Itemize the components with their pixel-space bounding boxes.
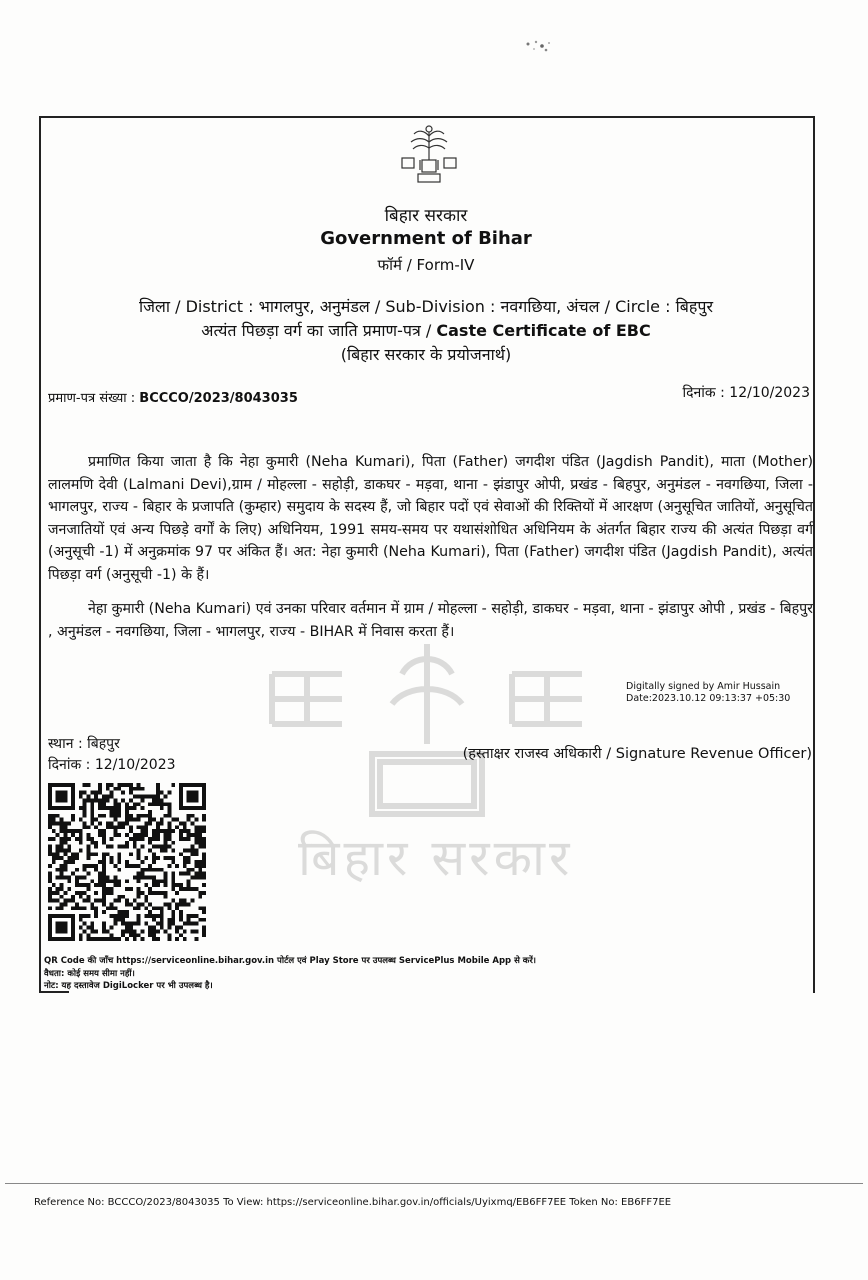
subdivision-label: अनुमंडल / Sub-Division : (319, 297, 496, 316)
certificate-body-paragraph-1: प्रमाणित किया जाता है कि नेहा कुमारी (Neha Kumari), पिता (Father) जगदीश पंडित (Jagdish Pandit), माता (Mother) लालमणि देवी (Lalmani Devi),ग्राम / मोहल्ला - सहोड़ी, डाकघर - मड़वा, थाना - झंडापुर ओपी, प्रखंड - बिहपुर, अनुमंडल - नवगछिया, जिला - भागलपुर, राज्य - बिहार के प्रजापति (कुम्हार) समुदाय के सदस्य हैं, जो बिहार पदों एवं सेवाओं की रिक्तियों में आरक्षण (अनुसूचित जातियों, अनुसूचित जनजातियों एवं अन्य पिछड़े वर्गों के लिए) अधिनियम, 1991 समय-समय पर यथासंशोधित अधिनियम के अंतर्गत बिहार राज्य की अत्यंत पिछड़ा वर्ग (अनुसूची -1) में अनुक्रमांक 97 पर अंकित हैं। अत: नेहा कुमारी (Neha Kumari), पिता (Father) जगदीश पंडित (Jagdish Pandit), अत्यंत पिछड़ा वर्ग (अनुसूची -1) के हैं। (48, 454, 813, 583)
notes-block (44, 955, 536, 993)
certificate-title (40, 319, 812, 341)
certificate-body-paragraph-2: नेहा कुमारी (Neha Kumari) एवं उनका परिवार वर्तमान में ग्राम / मोहल्ला - सहोड़ी, डाकघर - मड़वा, थाना - झंडापुर ओपी , प्रखंड - बिहपुर , अनुमंडल - नवगछिया, जिला - भागलपुर, राज्य - BIHAR में निवास करता हैं। (48, 601, 813, 640)
note-qr-verification: QR Code की जाँच https://serviceonline.bihar.gov.in पोर्टल एवं Play Store पर उपलब्ध ServicePlus Mobile App से करें। (44, 956, 537, 966)
certificate-number (48, 388, 298, 406)
district-label: जिला / District : (139, 297, 254, 316)
district-value: भागलपुर, (258, 297, 315, 316)
footer-divider (5, 1183, 863, 1184)
circle-value: बिहपुर (675, 297, 713, 316)
certificate-title-english: Caste Certificate of EBC (436, 321, 651, 340)
circle-label: अंचल / Circle : (566, 297, 671, 316)
issue-date (680, 383, 810, 402)
watermark-text: बिहार सरकार (298, 829, 574, 887)
scan-speck (522, 36, 562, 56)
digital-signature (626, 681, 790, 705)
certificate-purpose: (बिहार सरकार के प्रयोजनार्थ) (340, 345, 512, 364)
bihar-emblem-logo (396, 122, 462, 184)
header-english-title: Government of Bihar (320, 228, 532, 249)
digital-signature-date: Date:2023.10.12 09:13:37 +05:30 (626, 693, 791, 704)
header-hindi-title: बिहार सरकार (384, 206, 468, 226)
note-validity: वैधता: कोई समय सीमा नहीं। (44, 968, 135, 979)
location-line (40, 295, 812, 317)
signature-label: (हस्ताक्षर राजस्व अधिकारी / Signature Revenue Officer) (462, 746, 812, 762)
subdivision-value: नवगछिया, (500, 297, 562, 316)
issue-date-label: दिनांक : (682, 385, 725, 401)
place-date: दिनांक : 12/10/2023 (48, 757, 176, 773)
certificate-title-hindi: अत्यंत पिछड़ा वर्ग का जाति प्रमाण-पत्र / (201, 321, 432, 340)
note-digilocker: नोट: यह दस्तावेज DigiLocker पर भी उपलब्ध है। (44, 981, 213, 991)
certificate-number-value: BCCCO/2023/8043035 (139, 391, 298, 406)
certificate-number-label: प्रमाण-पत्र संख्या : (48, 391, 136, 406)
qr-code (48, 780, 206, 944)
form-number: फॉर्म / Form-IV (377, 256, 475, 274)
digital-signature-signer: Digitally signed by Amir Hussain (626, 681, 781, 692)
place-label: स्थान : बिहपुर (48, 736, 120, 752)
place-block (48, 734, 176, 776)
issue-date-value: 12/10/2023 (729, 385, 810, 401)
footer-reference: Reference No: BCCCO/2023/8043035 To View: https://serviceonline.bihar.gov.in/officials/Uyixmq/EB6FF7EE Token No: EB6FF7EE (34, 1197, 672, 1208)
